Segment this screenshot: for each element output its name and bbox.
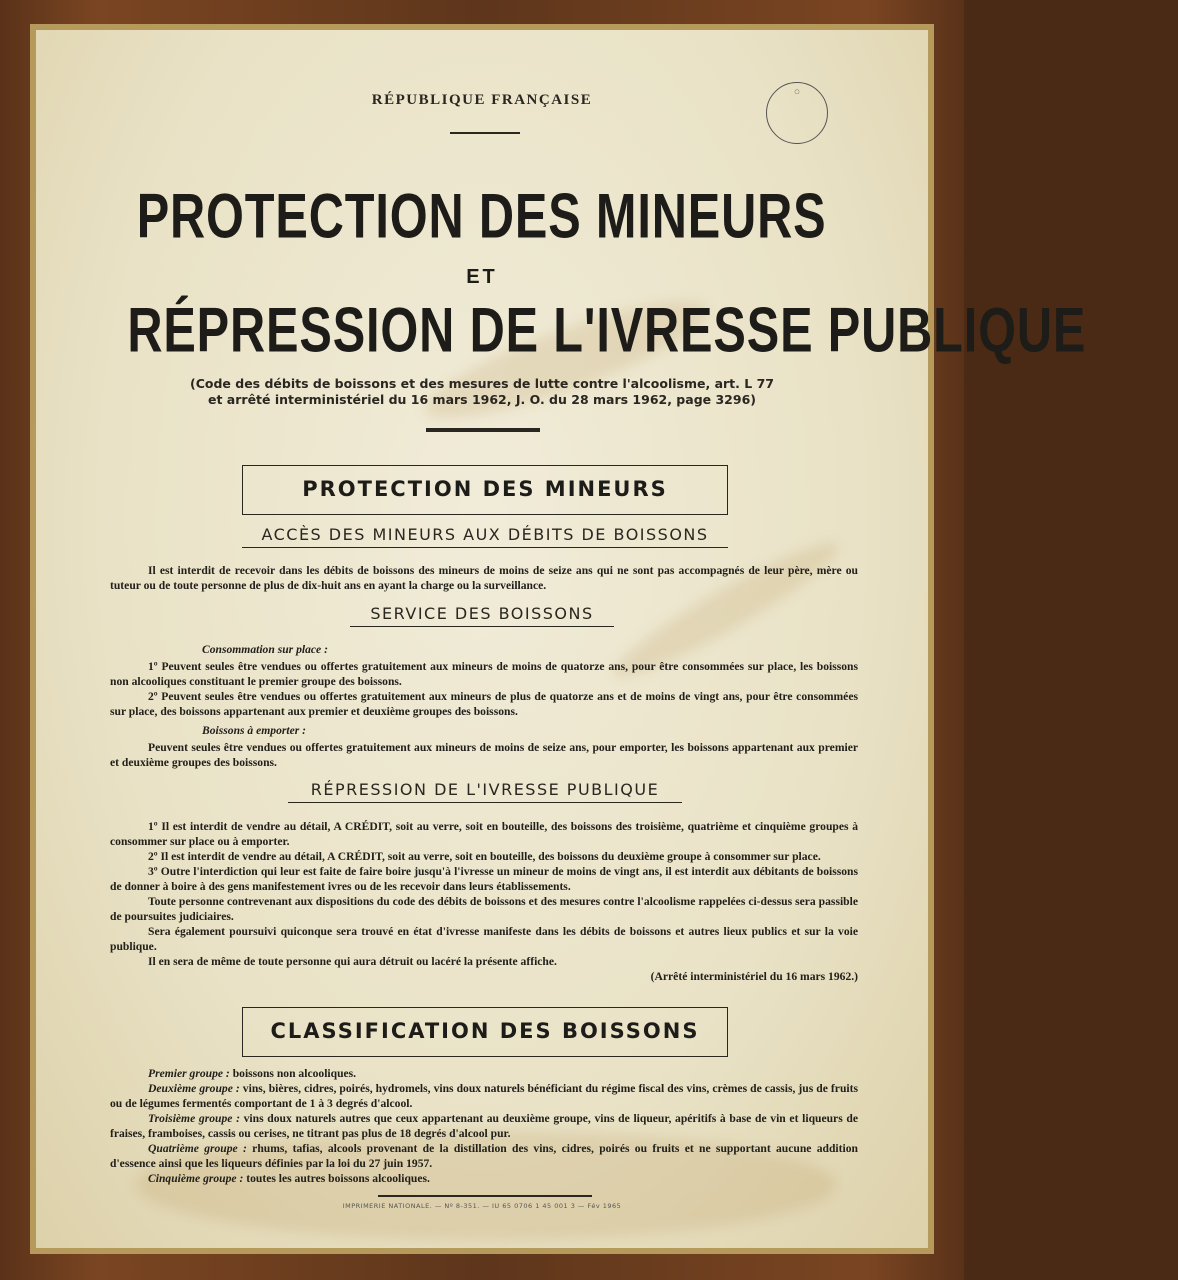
classification-list: Premier groupe : boissons non alcooliques. Deuxième groupe : vins, bières, cidres, poirés, hydromels, vins doux naturels bénéficiant du régime fiscal des vins, crèmes de cassis, jus de fruits ou de légumes fermentés comportant de 1 à 3 degrés d'alcool. Troisième groupe : vins doux naturels autres que ceux appartenant au deuxième groupe, vins de liqueur, apéritifs à base de vin et liqueurs de fraises, framboises, cassis ou cerises, ne titrant pas plus de 18 degrés d'alcool pur. Quatrième groupe : rhums, tafias, alcools provenant de la distillation des vins, cidres, poirés ou fruits et ne supportant aucune addition d'essence ainsi que les liqueurs définies par la loi du 27 juin 1957. Cinquième groupe : toutes les autres boissons alcooliques.	[110, 1067, 858, 1185]
section-box-protection: PROTECTION DES MINEURS	[242, 465, 728, 515]
heading-repression: RÉPRESSION DE L'IVRESSE PUBLIQUE	[288, 780, 682, 803]
text-repression: 1º Il est interdit de vendre au détail, A CRÉDIT, soit au verre, soit en bouteille, des boissons des troisième, quatrième et cinquième groupes à consommer sur place ou à emporter. 2º Il est interdit de vendre au détail, A CRÉDIT, soit au verre, soit en bouteille, des boissons du deuxième groupe à consommer sur place. 3º Outre l'interdiction qui leur est faite de faire boire jusqu'à l'ivresse un mineur de moins de vingt ans, il est interdit aux débitants de boissons de donner à boire à des gens manifestement ivres ou de les recevoir dans leurs établissements. Toute personne contrevenant aux dispositions du code des débits de boissons et des mesures contre l'alcoolisme rappelées ci-dessus sera passible de poursuites judiciaires. Sera également poursuivi quiconque sera trouvé en état d'ivresse manifeste dans les débits de boissons et autres lieux publics et sur la voie publique. Il en sera de même de toute personne qui aura détruit ou lacéré la présente affiche. (Arrêté interministériel du 16 mars 1962.)	[110, 820, 858, 983]
divider	[450, 132, 520, 134]
legal-reference: (Code des débits de boissons et des mesures de lutte contre l'alcoolisme, art. L 77 et arrêté interministériel du 16 mars 1962, J. O. du 28 mars 1962, page 3296)	[190, 376, 774, 407]
country-heading: RÉPUBLIQUE FRANÇAISE	[371, 92, 593, 108]
main-title-line2: RÉPRESSION DE L'IVRESSE PUBLIQUE	[127, 295, 1087, 366]
heading-service: SERVICE DES BOISSONS	[350, 604, 614, 627]
main-title-and: ET	[466, 266, 498, 288]
divider	[378, 1195, 592, 1197]
divider	[426, 428, 540, 432]
text-service: Consommation sur place : 1º Peuvent seules être vendues ou offertes gratuitement aux mineurs de moins de quatorze ans, pour être consommées sur place, les boissons non alcooliques constituant le premier groupe des boissons. 2º Peuvent seules être vendues ou offertes gratuitement aux mineurs de plus de quatorze ans et de moins de vingt ans, pour être consommées sur place, des boissons appartenant aux premier et deuxième groupes des boissons. Boissons à emporter : Peuvent seules être vendues ou offertes gratuitement aux mineurs de moins de seize ans, pour emporter, les boissons appartenant aux premier et deuxième groupes des boissons.	[110, 643, 858, 769]
republic-stamp: ◯	[766, 82, 828, 144]
printer-imprint: IMPRIMERIE NATIONALE. — Nº 8-351. — IU 65 0706 1 45 001 3 — Fév 1965	[342, 1202, 622, 1210]
main-title-line1: PROTECTION DES MINEURS	[137, 181, 827, 252]
heading-acces: ACCÈS DES MINEURS AUX DÉBITS DE BOISSONS	[242, 525, 728, 548]
poster	[36, 30, 1087, 1248]
section-box-classification: CLASSIFICATION DES BOISSONS	[242, 1007, 728, 1057]
text-acces: Il est interdit de recevoir dans les débits de boissons des mineurs de moins de seize ans qui ne sont pas accompagnés de leur père, mère ou tuteur ou de toute personne de plus de dix-huit ans en ayant la charge ou la surveillance.	[110, 564, 858, 592]
